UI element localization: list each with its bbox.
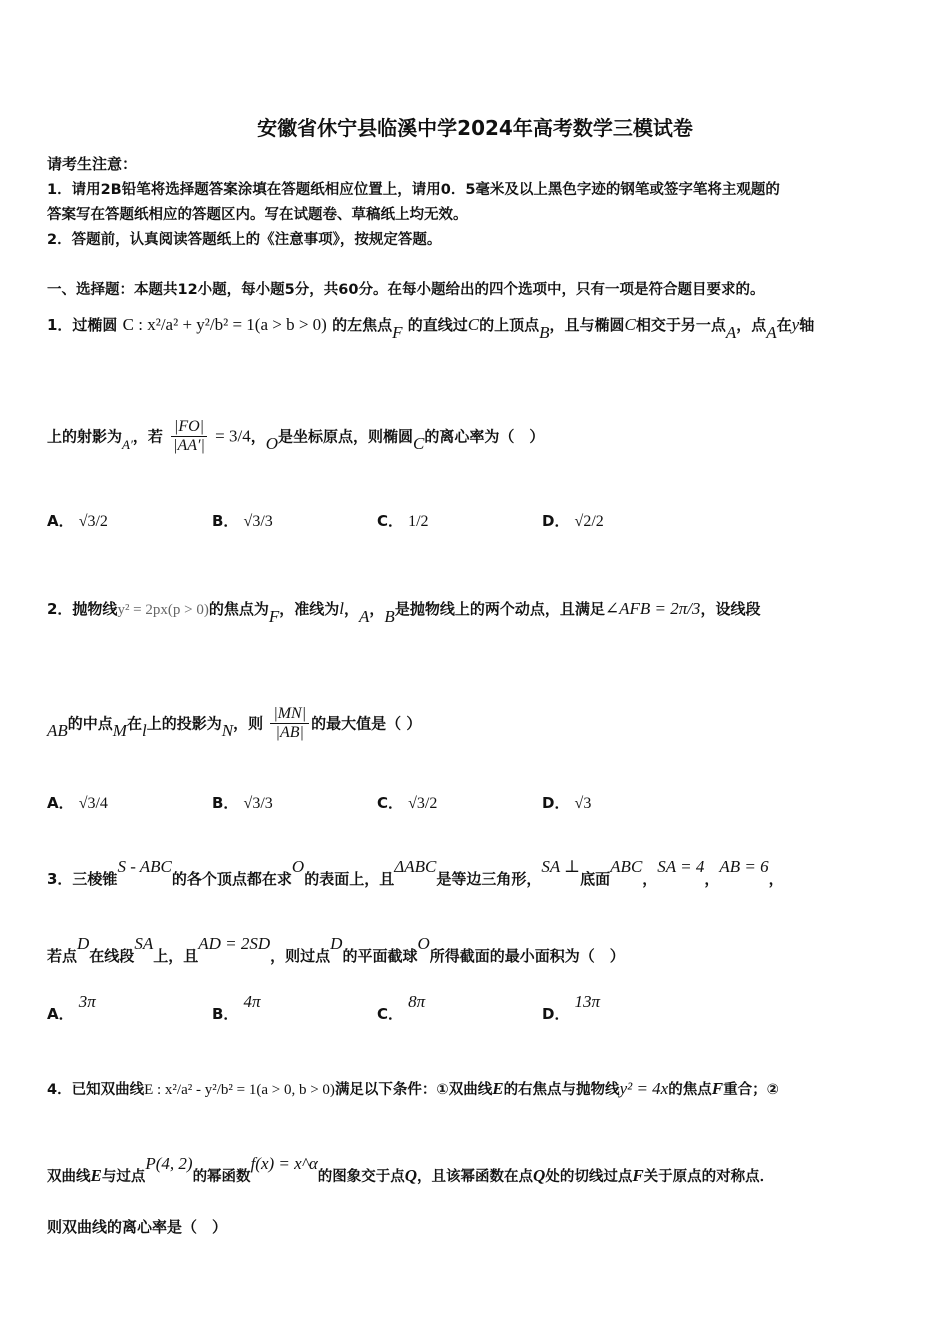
option-label: C．	[377, 1005, 404, 1023]
q1-text: 上的射影为	[47, 427, 123, 446]
q1-ratio-fraction	[170, 418, 208, 456]
q3-math: AD = 2SD	[198, 934, 271, 953]
option-value: √3/3	[243, 513, 273, 530]
q4-text: 满足以下条件：①双曲线	[334, 1082, 493, 1098]
q3-var: D	[77, 934, 90, 953]
q1-var: F	[392, 323, 403, 342]
question-1-line-2	[47, 418, 544, 456]
q2-text: ，设线段	[700, 600, 761, 618]
q1-text: ，点	[736, 316, 767, 334]
q1-text: 的上顶点	[479, 316, 540, 334]
q2-text: 的焦点为	[208, 600, 269, 618]
option-label: D．	[542, 512, 570, 530]
q2-var: AB	[47, 721, 68, 741]
q2-var: B	[384, 607, 395, 626]
option-value: √3	[574, 795, 592, 812]
q1-option-d[interactable]	[542, 510, 604, 531]
q3-math: SA = 4	[657, 857, 705, 876]
q3-text: ，	[704, 870, 720, 888]
notice-heading: 请考生注意：	[47, 155, 138, 173]
q3-math: ΔABC	[394, 857, 437, 876]
q2-var: F	[268, 607, 280, 626]
q2-text: ，	[344, 600, 360, 618]
q2-text: 的中点	[67, 714, 113, 733]
q1-var: y	[791, 315, 800, 334]
q1-text: 是坐标原点，则椭圆	[278, 427, 414, 446]
q4-var: F	[711, 1079, 724, 1098]
option-value: √3/4	[78, 795, 108, 812]
q1-var: A	[725, 323, 737, 342]
q3-text: ，	[768, 870, 784, 888]
q2-ratio-fraction	[270, 705, 309, 743]
q3-option-d[interactable]	[542, 992, 601, 1024]
q2-var: M	[112, 721, 127, 741]
option-label: B．	[212, 1005, 239, 1023]
q1-option-c[interactable]	[377, 510, 429, 531]
q1-frac-num: |FO|	[171, 418, 207, 437]
q1-var: A′	[122, 437, 133, 453]
q4-math: P(4, 2)	[145, 1154, 193, 1173]
question-2-line-2	[47, 705, 421, 743]
q2-frac-den: |AB|	[275, 724, 304, 742]
option-value: √3/2	[408, 795, 438, 812]
q3-math: SA	[134, 934, 154, 953]
q4-prefix: 4．已知双曲线	[47, 1082, 145, 1098]
q4-var: E	[492, 1079, 504, 1098]
q3-math: ABC	[610, 857, 643, 876]
q2-option-a[interactable]	[47, 792, 108, 813]
q3-option-b[interactable]	[212, 992, 261, 1024]
question-4-line-3: 则双曲线的离心率是（ ）	[47, 1218, 228, 1236]
option-value: 4π	[243, 992, 261, 1011]
q2-text: 是抛物线上的两个动点，且满足	[394, 600, 605, 618]
q1-prefix: 1．过椭圆	[47, 316, 118, 334]
q2-text: ，	[369, 600, 385, 618]
q3-text: 上，且	[153, 947, 199, 965]
q2-option-b[interactable]	[212, 792, 273, 813]
q2-var: N	[221, 721, 234, 741]
q2-text: 在	[126, 714, 142, 733]
option-value: 8π	[408, 992, 426, 1011]
q2-var: l	[339, 599, 344, 618]
q2-option-d[interactable]	[542, 792, 591, 813]
q3-text: ，则过点	[270, 947, 331, 965]
q1-text: 的直线过	[407, 316, 468, 334]
q3-text: 底面	[580, 870, 611, 888]
q4-text: ，且该幂函数在点	[417, 1169, 534, 1185]
q3-option-c[interactable]	[377, 992, 426, 1024]
q4-var: F	[632, 1166, 644, 1185]
question-3-line-1	[47, 857, 784, 889]
option-label: C．	[377, 794, 404, 812]
q1-frac-den: |AA′|	[173, 437, 205, 455]
option-value: 13π	[574, 992, 601, 1011]
q4-text: 重合；②	[723, 1082, 779, 1098]
q1-var: O	[265, 434, 278, 454]
q1-var: B	[539, 323, 550, 342]
q3-text: 若点	[47, 947, 78, 965]
q4-math: f(x) = x^α	[250, 1154, 318, 1173]
option-value: 3π	[78, 992, 96, 1011]
q4-text: 的右焦点与抛物线	[503, 1082, 620, 1098]
q4-text: 处的切线过点	[545, 1169, 633, 1185]
q3-var: O	[417, 934, 430, 953]
q3-text: 的平面截球	[342, 947, 418, 965]
q4-hyperbola-equation: E : x²/a² - y²/b² = 1(a > 0, b > 0)	[144, 1082, 335, 1098]
option-label: A．	[47, 512, 74, 530]
q3-text: 所得截面的最小面积为（ ）	[429, 947, 625, 965]
q2-parabola-equation: y² = 2px(p > 0)	[117, 602, 209, 618]
option-value: 1/2	[408, 513, 429, 530]
q1-text: ，若	[132, 427, 163, 446]
q1-ellipse-equation: C : x²/a² + y²/b² = 1(a > b > 0)	[122, 315, 327, 334]
option-value: √3/2	[78, 513, 108, 530]
option-label: A．	[47, 794, 74, 812]
q2-text: ，则	[233, 714, 264, 733]
q3-text: ，	[642, 870, 658, 888]
question-3-line-2	[47, 934, 625, 966]
q3-math: S - ABC	[117, 857, 172, 876]
q2-frac-num: |MN|	[270, 705, 309, 724]
q1-text: ，	[250, 427, 266, 446]
q1-text: 的离心率为（ ）	[424, 427, 545, 446]
option-label: B．	[212, 794, 239, 812]
question-2-line-1	[47, 598, 761, 626]
option-value: √2/2	[574, 513, 604, 530]
q4-text: 关于原点的对称点．	[643, 1169, 775, 1185]
q4-text: 的图象交于点	[317, 1169, 405, 1185]
q3-var: D	[330, 934, 343, 953]
q3-text: 的表面上，且	[304, 870, 395, 888]
q3-text: 的各个顶点都在求	[171, 870, 292, 888]
q1-text: 的左焦点	[332, 316, 393, 334]
notice-line-2: 答案写在答题纸相应的答题区内。写在试题卷、草稿纸上均无效。	[47, 207, 468, 223]
q1-ratio-value: = 3/4	[215, 426, 251, 446]
q2-var: l	[141, 721, 147, 741]
q3-prefix: 3．三棱锥	[47, 870, 118, 888]
q4-text: 的焦点	[668, 1082, 712, 1098]
q3-option-a[interactable]	[47, 992, 96, 1024]
question-4-line-1	[47, 1078, 779, 1099]
q1-option-b[interactable]	[212, 510, 273, 531]
q1-text: 在	[776, 316, 792, 334]
option-value: √3/3	[243, 795, 273, 812]
q4-text: 双曲线	[47, 1169, 91, 1185]
q2-text: 的最大值是（ ）	[311, 714, 422, 733]
q4-text: 的幂函数	[192, 1169, 251, 1185]
page-title: 安徽省休宁县临溪中学2024年高考数学三模试卷	[257, 116, 693, 140]
option-label: D．	[542, 1005, 570, 1023]
q4-var: Q	[404, 1166, 418, 1185]
option-label: C．	[377, 512, 404, 530]
q1-text: 相交于另一点	[635, 316, 726, 334]
option-label: B．	[212, 512, 239, 530]
option-label: D．	[542, 794, 570, 812]
q2-prefix: 2．抛物线	[47, 600, 118, 618]
q3-text: 在线段	[89, 947, 135, 965]
q1-text: ，且与椭圆	[549, 316, 625, 334]
q4-var: E	[90, 1166, 102, 1185]
q3-text: 是等边三角形，	[436, 870, 542, 888]
q4-var: Q	[533, 1166, 546, 1185]
section-heading: 一、选择题：本题共12小题，每小题5分，共60分。在每小题给出的四个选项中，只有一项是符合题目要求的。	[47, 282, 765, 298]
q3-math: AB = 6	[719, 857, 769, 876]
q4-math: y² = 4x	[619, 1079, 669, 1098]
q1-var: C	[413, 434, 425, 454]
q2-text: 上的投影为	[146, 714, 222, 733]
q2-angle-condition: ∠AFB = 2π/3	[604, 599, 701, 618]
notice-line-1: 1．请用2B铅笔将选择题答案涂填在答题纸相应位置上，请用0．5毫米及以上黑色字迹的钢笔或签字笔将主观题的	[47, 182, 780, 198]
question-1-line-1	[47, 314, 815, 342]
q4-text: 与过点	[101, 1169, 146, 1185]
q1-var: A	[766, 323, 777, 342]
option-label: A．	[47, 1005, 74, 1023]
q1-option-a[interactable]	[47, 510, 108, 531]
question-4-line-2	[47, 1154, 775, 1186]
q3-math: SA ⊥	[541, 857, 581, 876]
q1-var: C	[467, 315, 480, 334]
q2-text: ，准线为	[279, 600, 340, 618]
q3-var: O	[291, 857, 305, 876]
notice-line-3: 2．答题前，认真阅读答题纸上的《注意事项》，按规定答题。	[47, 232, 442, 248]
q1-var: C	[624, 315, 636, 334]
q1-text: 轴	[799, 316, 815, 334]
q2-var: A	[359, 607, 370, 626]
q2-option-c[interactable]	[377, 792, 437, 813]
